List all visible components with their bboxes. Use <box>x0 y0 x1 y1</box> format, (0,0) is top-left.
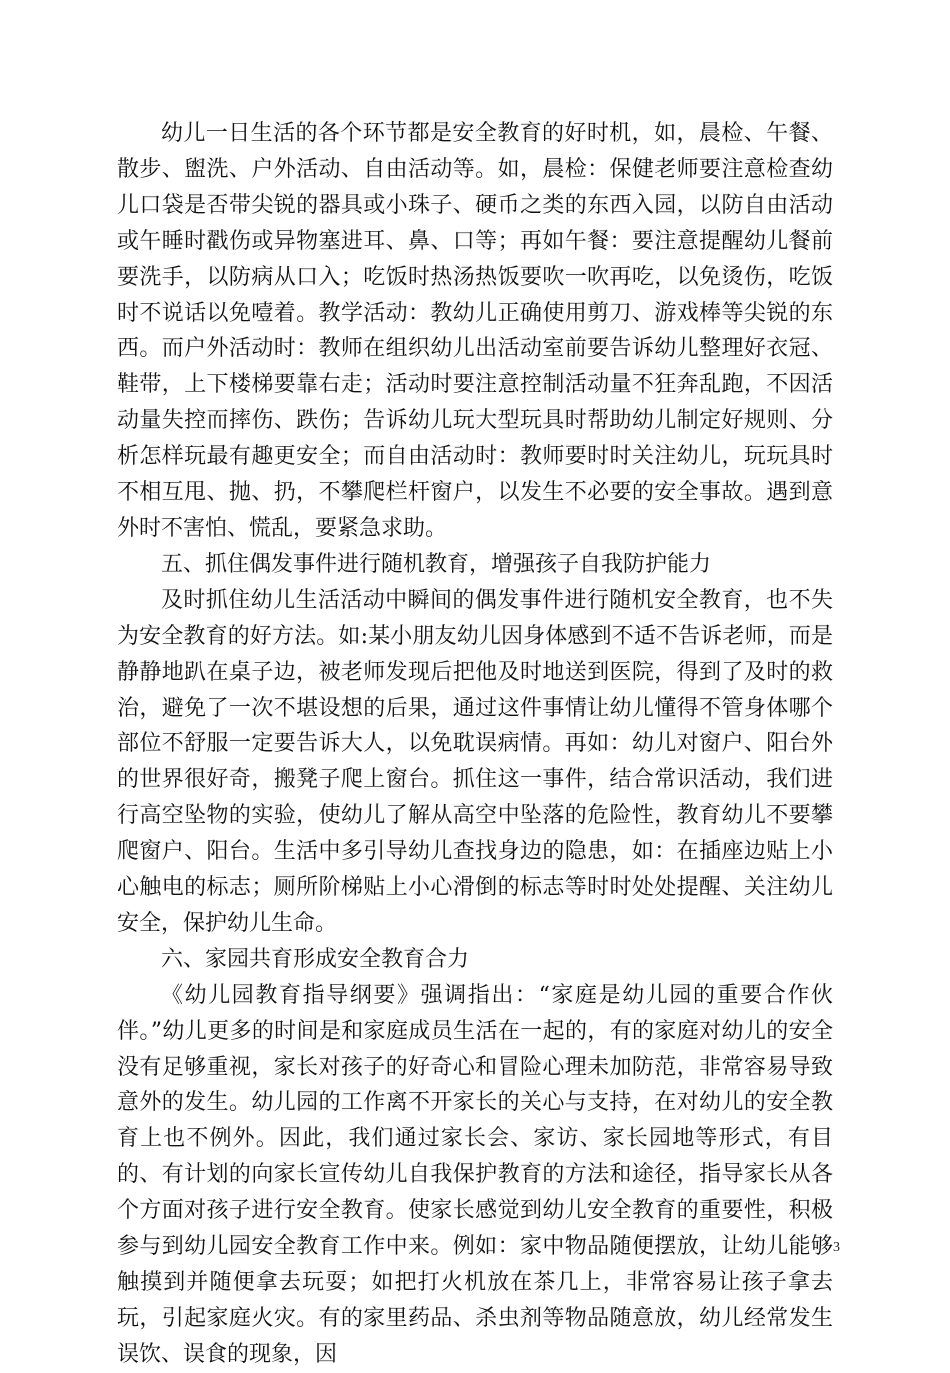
paragraph-incidental-education: 及时抓住幼儿生活活动中瞬间的偶发事件进行随机安全教育，也不失为安全教育的好方法。如:某小朋友幼儿因身体感到不适不告诉老师，而是静静地趴在桌子边，被老师发现后把他及时地送到医院，得到了及时的救治，避免了一次不堪设想的后果，通过这件事情让幼儿懂得不管身体哪个部位不舒服一定要告诉大人，以免耽误病情。再如：幼儿对窗户、阳台外的世界很好奇，搬凳子爬上窗台。抓住这一事件，结合常识活动，我们进行高空坠物的实验，使幼儿了解从高空中坠落的危险性，教育幼儿不要攀爬窗户、阳台。生活中多引导幼儿查找身边的隐患，如：在插座边贴上小心触电的标志；厕所阶梯贴上小心滑倒的标志等时时处处提醒、关注幼儿安全，保护幼儿生命。 <box>117 587 833 936</box>
page-number: 3 <box>833 1240 840 1255</box>
paragraph-home-school-cooperation: 《幼儿园教育指导纲要》强调指出：“家庭是幼儿园的重要合作伙伴。”幼儿更多的时间是和家庭成员生活在一起的，有的家庭对幼儿的安全没有足够重视，家长对孩子的好奇心和冒险心理未加防范，非常容易导致意外的发生。幼儿园的工作离不开家长的关心与支持，在对幼儿的安全教育上也不例外。因此，我们通过家长会、家访、家长园地等形式，有目的、有计划的向家长宣传幼儿自我保护教育的方法和途径，指导家长从各个方面对孩子进行安全教育。使家长感觉到幼儿安全教育的重要性，积极参与到幼儿园安全教育工作中来。例如：家中物品随便摆放，让幼儿能够触摸到并随便拿去玩耍；如把打火机放在茶几上，非常容易让孩子拿去玩，引起家庭火灾。有的家里药品、杀虫剂等物品随意放，幼儿经常发生误饮、误食的现象，因 <box>117 982 833 1367</box>
paragraph-daily-life-safety: 幼儿一日生活的各个环节都是安全教育的好时机，如，晨检、午餐、散步、盥洗、户外活动、自由活动等。如，晨检：保健老师要注意检查幼儿口袋是否带尖锐的器具或小珠子、硬币之类的东西入园，以防自由活动或午睡时戳伤或异物塞进耳、鼻、口等；再如午餐：要注意提醒幼儿餐前要洗手，以防病从口入；吃饭时热汤热饭要吹一吹再吃，以免烫伤，吃饭时不说话以免噎着。教学活动：教幼儿正确使用剪刀、游戏棒等尖锐的东西。而户外活动时：教师在组织幼儿出活动室前要告诉幼儿整理好衣冠、鞋带，上下楼梯要靠右走；活动时要注意控制活动量不狂奔乱跑，不因活动量失控而摔伤、跌伤；告诉幼儿玩大型玩具时帮助幼儿制定好规则、分析怎样玩最有趣更安全；而自由活动时：教师要时时关注幼儿，玩玩具时不相互甩、抛、扔，不攀爬栏杆窗户，以发生不必要的安全事故。遇到意外时不害怕、慌乱，要紧急求助。 <box>117 121 833 541</box>
section-heading-six: 六、家园共育形成安全教育合力 <box>161 946 470 972</box>
document-body <box>117 116 833 1373</box>
section-heading-five: 五、抓住偶发事件进行随机教育，增强孩子自我防护能力 <box>161 551 712 577</box>
